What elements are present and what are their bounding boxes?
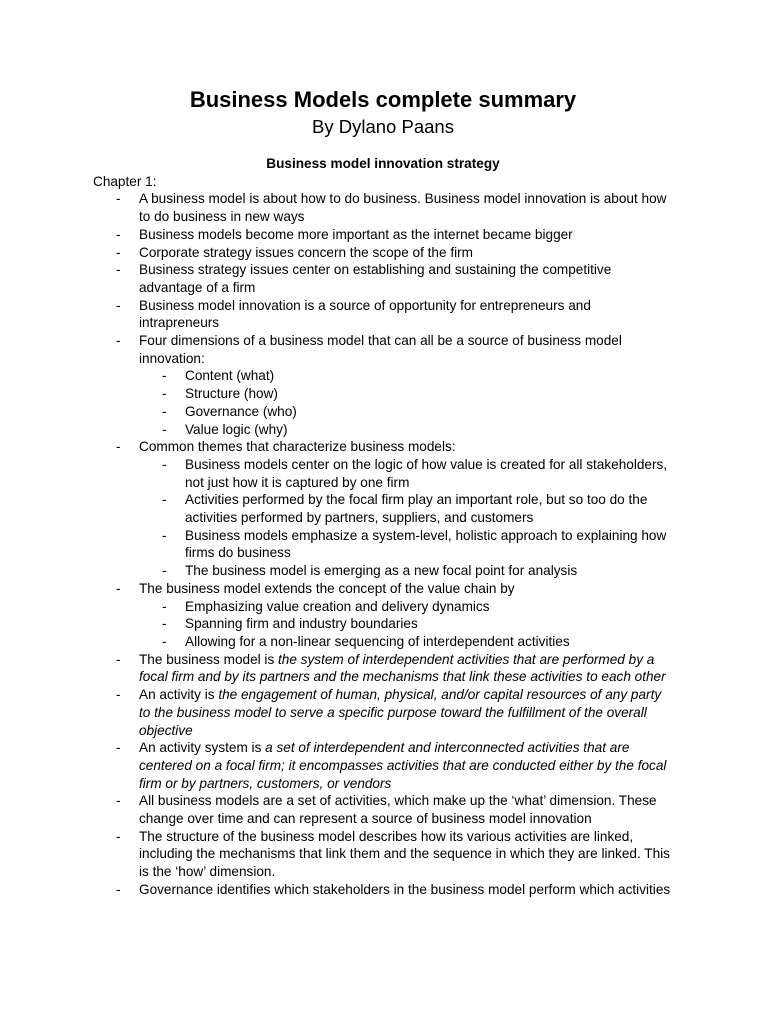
list-item-text: A business model is about how to do business. Business model innovation is about how to do business in new ways [139,191,667,225]
document-title: Business Models complete summary [189,87,577,112]
bullet-dash: - [162,492,167,508]
list-item [93,686,673,739]
sub-list-item [139,598,673,616]
bullet-dash: - [116,262,121,278]
bullet-dash: - [116,793,121,809]
list-item [93,580,673,651]
bullet-dash: - [116,740,121,756]
bullet-dash: - [162,456,167,472]
list-item-text: An activity is [139,687,219,703]
list-item-text: The business model extends the concept of the value chain by [139,580,515,596]
sub-list-item-text: Governance (who) [185,403,297,419]
sub-list-item [139,421,673,439]
list-item-text: Business strategy issues center on establishing and sustaining the competitive advantage of a firm [139,262,612,295]
chapter-label: Chapter 1: [93,173,157,189]
sub-list-item-text: Value logic (why) [185,421,288,437]
sub-list-item [139,562,673,580]
bullet-dash: - [162,421,167,437]
sub-list-item-text: The business model is emerging as a new focal point for analysis [185,563,578,579]
list-item [93,244,673,262]
sub-list-item-text: Content (what) [185,368,275,384]
bullet-dash: - [162,598,167,614]
sub-list-item-text: Structure (how) [185,386,278,402]
sub-bullet-list [139,456,673,580]
list-item-text: Governance identifies which stakeholders in the business model perform which activities [139,881,671,897]
list-item-text: The business model is [139,651,279,667]
list-item [93,792,673,827]
sub-list-item [139,403,673,421]
list-item [93,190,673,225]
list-item-text: Business model innovation is a source of opportunity for entrepreneurs and intrapreneurs [139,297,591,331]
list-item [93,438,673,580]
bullet-dash: - [116,580,121,596]
sub-bullet-list [139,367,673,438]
list-item-text: Common themes that characterize business models: [139,439,456,455]
sub-list-item [139,367,673,385]
bullet-dash: - [116,226,121,242]
bullet-dash: - [116,881,121,897]
bullet-list [93,190,673,898]
list-item [93,261,673,296]
bullet-dash: - [116,651,121,667]
bullet-dash: - [162,386,167,402]
bullet-dash: - [116,333,121,349]
bullet-dash: - [116,191,121,207]
list-item-text: The structure of the business model describes how its various activities are linked, including the mechanisms that link them and the sequence in which they are linked. This is the ‘how’ dimension. [139,828,670,880]
bullet-dash: - [116,244,121,260]
bullet-dash: - [116,297,121,313]
list-item-definition: a set of interdependent and interconnected activities that are centered on a focal firm; it encompasses activities that are conducted either by the focal firm or by partners, customers, or vendors [139,740,667,791]
list-item [93,739,673,792]
sub-list-item [139,527,673,562]
sub-list-item [139,633,673,651]
list-item-text: An activity system is [139,740,266,756]
list-item-text: Corporate strategy issues concern the scope of the firm [139,244,473,260]
list-item [93,297,673,332]
sub-list-item-text: Business models center on the logic of how value is created for all stakeholders, not just how it is captured by one firm [185,456,668,490]
list-item-text: Business models become more important as the internet became bigger [139,226,573,242]
bullet-dash: - [162,527,167,543]
list-item [93,332,673,438]
list-item [93,651,673,686]
sub-list-item [139,615,673,633]
sub-list-item-text: Allowing for a non-linear sequencing of interdependent activities [185,633,570,649]
list-item-definition: the system of interdependent activities that are performed by a focal firm and by its partners and the mechanisms that link these activities to each other [139,651,666,685]
sub-list-item [139,491,673,526]
bullet-dash: - [162,368,167,384]
list-item [93,226,673,244]
bullet-dash: - [116,439,121,455]
section-title: Business model innovation strategy [266,156,500,171]
list-item-text: All business models are a set of activities, which make up the ‘what’ dimension. These change over time and can represent a source of business model innovation [139,793,657,827]
sub-list-item-text: Business models emphasize a system-level, holistic approach to explaining how firms do business [185,527,667,561]
sub-list-item [139,385,673,403]
document-author: By Dylano Paans [312,116,454,137]
bullet-dash: - [116,828,121,844]
bullet-dash: - [162,563,167,579]
sub-bullet-list [139,598,673,651]
list-item-definition: the engagement of human, physical, and/or capital resources of any party to the business model to serve a specific purpose toward the fulfillment of the overall objective [139,687,662,738]
bullet-dash: - [162,633,167,649]
bullet-dash: - [162,403,167,419]
bullet-dash: - [116,687,121,703]
sub-list-item-text: Spanning firm and industry boundaries [185,616,418,632]
list-item [93,828,673,881]
sub-list-item [139,456,673,491]
sub-list-item-text: Emphasizing value creation and delivery dynamics [185,598,490,614]
list-item-text: Four dimensions of a business model that can all be a source of business model innovation: [139,333,622,366]
bullet-dash: - [162,616,167,632]
list-item [93,881,673,899]
sub-list-item-text: Activities performed by the focal firm play an important role, but so too do the activities performed by partners, suppliers, and customers [185,492,648,526]
